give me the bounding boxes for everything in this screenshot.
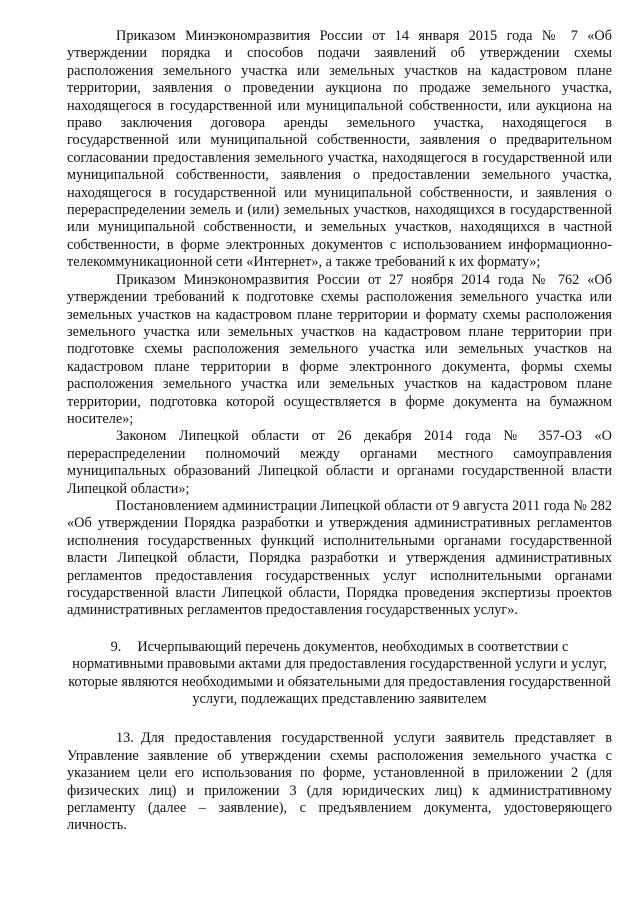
section-heading-number: 9.	[110, 638, 122, 655]
paragraph-resolution-282: Постановлением администрации Липецкой области от 9 августа 2011 года № 282 «Об утверждении Порядка разработки и утверждения административных регламентов исполнения государственных функций исполнительными органами государственной власти Липецкой области, Порядка разработки и утверждения административных регламентов предоставления государственных услуг исполнительными органами государственной власти Липецкой области, Порядка проведения экспертизы проектов административных регламентов предоставления государственных услуг».	[67, 497, 612, 619]
section-heading	[67, 639, 612, 709]
item-13-text: Для предоставления государственной услуги заявитель представляет в Управление заявление об утверждении схемы расположения земельного участка с указанием цели его использования по форме, установленной в приложении 2 (для физических лиц) и приложении 3 (для юридических лиц) к административному регламенту (далее – заявление), с предъявлением документа, удостоверяющего личность.	[67, 730, 612, 834]
document-page	[67, 28, 612, 835]
paragraph-law-357: Законом Липецкой области от 26 декабря 2014 года № 357-ОЗ «О перераспределении полномочий между органами местного самоуправления муниципальных образований Липецкой области и органами государственной власти Липецкой области»;	[67, 428, 612, 497]
paragraph-order-762: Приказом Минэкономразвития России от 27 ноября 2014 года № 762 «Об утверждении требований к подготовке схемы расположения земельного участка или земельных участков на кадастровом плане территории и формату схемы расположения земельного участка или земельных участков на кадастровом плане территории при подготовке схемы расположения земельного участка или земельных участков на кадастровом плане территории в форме электронного документа, формы схемы расположения земельного участка или земельных участков на кадастровом плане территории, подготовка которой осуществляется в форме документа на бумажном носителе»;	[67, 271, 612, 427]
item-13-number: 13.	[116, 730, 134, 747]
item-13	[67, 730, 612, 834]
section-heading-text: Исчерпывающий перечень документов, необходимых в соответствии с нормативными правовыми актами для предоставления государственной услуги и услуг, которые являются необходимыми и обязательными для предоставления государственной услуги, подлежащих представлению заявителем	[68, 638, 611, 708]
paragraph-order-7: Приказом Минэкономразвития России от 14 января 2015 года № 7 «Об утверждении порядка и способов подачи заявлений об утверждении схемы расположения земельного участка или земельных участков на кадастровом плане территории, заявления о проведении аукциона по продаже земельного участка, находящегося в государственной или муниципальной собственности, или аукциона на право заключения договора аренды земельного участка, находящегося в государственной или муниципальной собственности, заявления о предварительном согласовании предоставления земельного участка, находящегося в государственной или муниципальной собственности, заявления о предоставлении земельного участка, находящегося в государственной или муниципальной собственности, и заявления о перераспределении земель и (или) земельных участков, находящихся в государственной или муниципальной собственности, и земельных участков, находящихся в частной собственности, в форме электронных документов с использованием информационно-телекоммуникационной сети «Интернет», а также требований к их формату»;	[67, 28, 612, 271]
